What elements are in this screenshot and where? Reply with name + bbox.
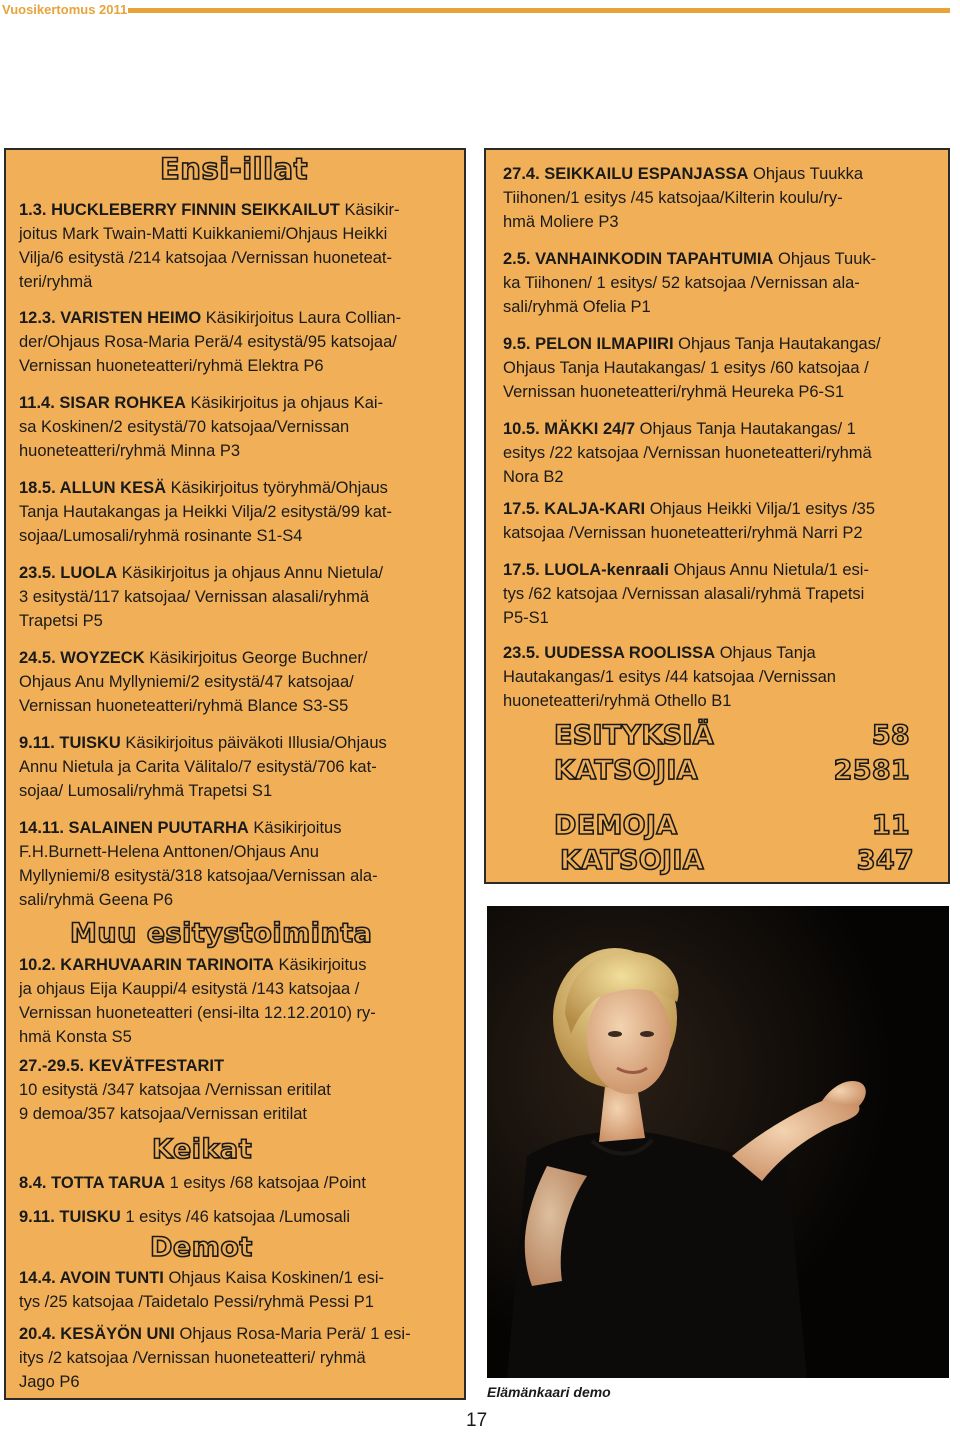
- stat-value-esityksia: 58: [871, 720, 910, 751]
- entry-pelon-ilmapiiri: 9.5. PELON ILMAPIIRI Ohjaus Tanja Hautakangas/ Ohjaus Tanja Hautakangas/ 1 esitys /60 katsojaa / Vernissan huoneteatteri/ryhmä Heureka P6-S1: [503, 335, 881, 401]
- entry-vanhainkodin-tapahtumia: 2.5. VANHAINKODIN TAPAHTUMIA Ohjaus Tuuk- ka Tiihonen/ 1 esitys/ 52 katsojaa /Vernissan ala- sali/ryhmä Ofelia P1: [503, 250, 877, 316]
- entry-salainen-puutarha: 14.11. SALAINEN PUUTARHA Käsikirjoitus F.H.Burnett-Helena Anttonen/Ohjaus Anu Myllyniemi/8 esitystä/318 katsojaa/Vernissan ala- sali/ryhmä Geena P6: [19, 819, 378, 909]
- performance-photo: [487, 906, 949, 1378]
- section-heading-keikat: Keikat: [152, 1134, 253, 1165]
- entry-varisten-heimo: 12.3. VARISTEN HEIMO Käsikirjoitus Laura Collian- der/Ohjaus Rosa-Maria Perä/4 esitystä/95 katsojaa/ Vernissan huoneteatteri/ryhmä Elektra P6: [19, 309, 402, 375]
- report-title: Vuosikertomus 2011: [2, 2, 128, 17]
- entry-huckleberry: 1.3. HUCKLEBERRY FINNIN SEIKKAILUT Käsikir- joitus Mark Twain-Matti Kuikkaniemi/Ohjaus Heikki Vilja/6 esitystä /214 katsojaa /Vernissan huoneteat- teri/ryhmä: [19, 201, 400, 291]
- stat-value-demo-katsojia: 347: [856, 845, 914, 876]
- section-heading-demot: Demot: [150, 1232, 253, 1263]
- entry-seikkailu-espanjassa: 27.4. SEIKKAILU ESPANJASSA Ohjaus Tuukka Tiihonen/1 esitys /45 katsojaa/Kilterin koulu/ry- hmä Moliere P3: [503, 165, 864, 231]
- entry-kalja-kari: 17.5. KALJA-KARI Ohjaus Heikki Vilja/1 esitys /35 katsojaa /Vernissan huoneteatteri/ryhmä Narri P2: [503, 500, 876, 542]
- stat-value-demoja: 11: [871, 810, 910, 841]
- entry-avoin-tunti: 14.4. AVOIN TUNTI Ohjaus Kaisa Koskinen/1 esi- tys /25 katsojaa /Taidetalo Pessi/ryhmä Pessi P1: [19, 1269, 384, 1311]
- entry-kevatfestarit: 27.-29.5. KEVÄTFESTARIT 10 esitystä /347 katsojaa /Vernissan eritilat 9 demoa/357 katsojaa/Vernissan eritilat: [19, 1057, 331, 1123]
- section-heading-muu-esitystoiminta: Muu esitystoiminta: [70, 918, 373, 949]
- photo-caption: Elämänkaari demo: [487, 1384, 611, 1400]
- entry-tuisku-keikka: 9.11. TUISKU 1 esitys /46 katsojaa /Lumosali: [19, 1208, 351, 1226]
- stat-label-katsojia: KATSOJIA: [554, 755, 698, 786]
- entry-woyzeck: 24.5. WOYZECK Käsikirjoitus George Buchner/ Ohjaus Anu Myllyniemi/2 esitystä/47 katsojaa/ Vernissan huoneteatteri/ryhmä Blance S3-S5: [19, 649, 368, 715]
- entry-totta-tarua: 8.4. TOTTA TARUA 1 esitys /68 katsojaa /Point: [19, 1174, 366, 1192]
- entry-allun-kesa: 18.5. ALLUN KESÄ Käsikirjoitus työryhmä/Ohjaus Tanja Hautakangas ja Heikki Vilja/2 esitystä/99 kat- sojaa/Lumosali/ryhmä rosinante S1-S4: [19, 479, 392, 545]
- section-heading-ensi-illat: Ensi-illat: [160, 152, 308, 186]
- entry-sisar-rohkea: 11.4. SISAR ROHKEA Käsikirjoitus ja ohjaus Kai- sa Koskinen/2 esitystä/70 katsojaa/Vernissan huoneteatteri/ryhmä Minna P3: [19, 394, 384, 460]
- entry-karhuvaarin-tarinoita: 10.2. KARHUVAARIN TARINOITA Käsikirjoitus ja ohjaus Eija Kauppi/4 esitystä /143 katsojaa / Vernissan huoneteatteri (ensi-ilta 12.12.2010) ry- hmä Konsta S5: [19, 956, 376, 1046]
- stat-value-katsojia: 2581: [833, 755, 910, 786]
- page-header: [0, 0, 960, 20]
- entry-luola: 23.5. LUOLA Käsikirjoitus ja ohjaus Annu Nietula/ 3 esitystä/117 katsojaa/ Vernissan alasali/ryhmä Trapetsi P5: [19, 564, 384, 630]
- entry-tuisku: 9.11. TUISKU Käsikirjoitus päiväkoti Illusia/Ohjaus Annu Nietula ja Carita Välitalo/7 esitystä/706 kat- sojaa/ Lumosali/ryhmä Trapetsi S1: [19, 734, 387, 800]
- entry-makki: 10.5. MÄKKI 24/7 Ohjaus Tanja Hautakangas/ 1 esitys /22 katsojaa /Vernissan huoneteatteri/ryhmä Nora B2: [503, 420, 872, 486]
- stat-label-demo-katsojia: KATSOJIA: [560, 845, 704, 876]
- entry-luola-kenraali: 17.5. LUOLA-kenraali Ohjaus Annu Nietula/1 esi- tys /62 katsojaa /Vernissan alasali/ryhmä Trapetsi P5-S1: [503, 561, 869, 627]
- entry-uudessa-roolissa: 23.5. UUDESSA ROOLISSA Ohjaus Tanja Hautakangas/1 esitys /44 katsojaa /Vernissan huoneteatteri/ryhmä Othello B1: [503, 644, 836, 710]
- page-number: 17: [466, 1410, 488, 1431]
- stat-label-demoja: DEMOJA: [554, 810, 678, 841]
- entry-kesayon-uni: 20.4. KESÄYÖN UNI Ohjaus Rosa-Maria Perä/ 1 esi- itys /2 katsojaa /Vernissan huoneteatteri/ ryhmä Jago P6: [19, 1325, 411, 1391]
- header-rule: [128, 8, 950, 13]
- stat-label-esityksia: ESITYKSIÄ: [554, 720, 714, 751]
